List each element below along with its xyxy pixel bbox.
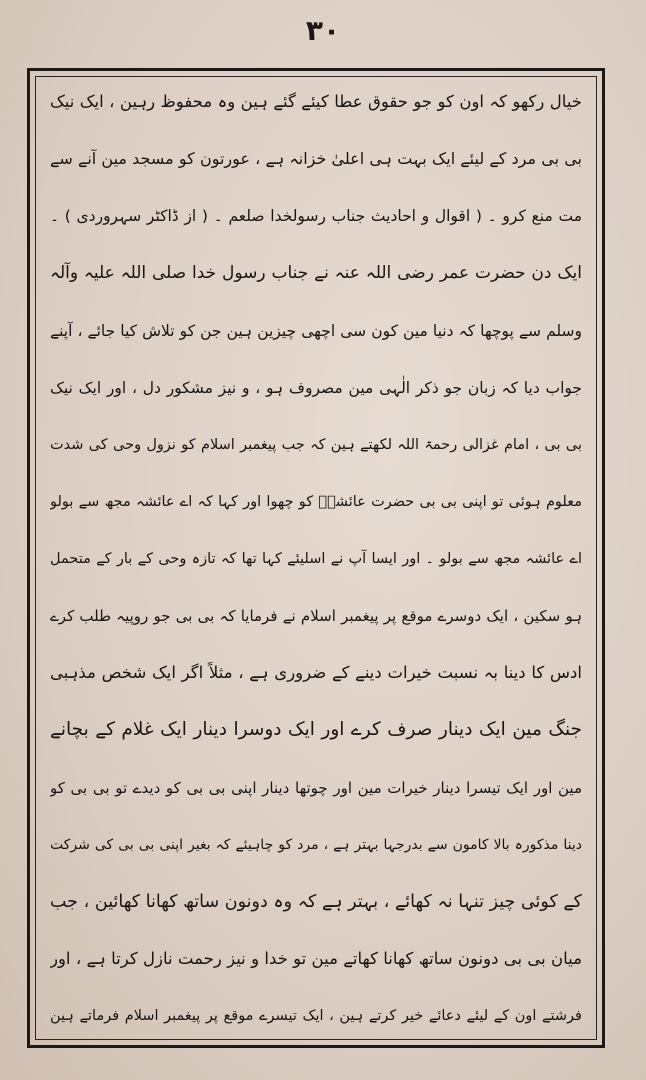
page-border	[27, 68, 605, 1048]
text-line: فرشتے اون کے لیئے دعائے خیر کرتے ہین ، ایک تیسرے موقع پر پیغمبر اسلام فرماتے ہین	[50, 1008, 582, 1024]
text-line: بی بی ، امام غزالی رحمۃ اللہ لکھتے ہین کہ جب پیغمبر اسلام کو نزول وحی کی شدت	[50, 436, 582, 453]
text-line: ادس کا دینا بہ نسبت خیرات دینے کے ضروری ہے ، مثلاً اگر ایک شخص مذہبی	[50, 663, 582, 683]
text-line: جنگ مین ایک دینار صرف کرے اور ایک دوسرا دینار ایک غلام کے بچانے	[50, 719, 582, 741]
text-line: بی بی مرد کے لیئے ایک بہت ہی اعلیٰ خزانہ ہے ، عورتون کو مسجد مین آنے سے	[50, 149, 582, 169]
text-line: مین اور ایک تیسرا دینار خیرات مین اور چوتھا دینار اپنی بی بی کو دیدے تو بی بی کو	[50, 778, 582, 797]
page-number: ۳۰	[305, 14, 341, 47]
page-border-inner	[35, 76, 597, 1040]
text-line: کے کوئی چیز تنہا نہ کھائے ، بہتر ہے کہ وہ دونون ساتھ کھانا کھائین ، جب	[50, 891, 582, 912]
text-line: ایک دن حضرت عمر رضی اللہ عنہ نے جناب رسول خدا صلی اللہ علیہ وآلہ	[50, 263, 582, 284]
text-line: ہو سکین ، ایک دوسرے موقع پر پیغمبر اسلام نے فرمایا کہ بی بی جو روپیہ طلب کرے	[50, 607, 582, 626]
text-line: معلوم ہوئی تو اپنی بی بی حضرت عائشہؓ کو چھوا اور کہا کہ اے عائشہ مجھ سے بولو	[50, 493, 582, 510]
text-body	[50, 87, 582, 1031]
text-line: دینا مذکورہ بالا کامون سے بدرجہا بہتر ہے ، مرد کو چاہیئے کہ بغیر اپنی بی بی کی شرکت	[50, 836, 582, 853]
text-line: اے عائشہ مجھ سے بولو ۔ اور ایسا آپ نے اسلیئے کہا تھا کہ تازہ وحی کے بار کے متحمل	[50, 551, 582, 567]
text-line: وسلم سے پوچھا کہ دنیا مین کون سی اچھی چیزین ہین جن کو تلاش کیا جائے ، آپنے	[50, 321, 582, 340]
text-line: مت منع کرو ۔ ( اقوال و احادیث جناب رسولخدا صلعم ۔ ( از ڈاکٹر سہروردی ) ۔	[50, 207, 582, 226]
text-line: خیال رکھو کہ اون کو جو حقوق عطا کیئے گئے ہین وہ محفوظ رہین ، ایک نیک	[50, 92, 582, 111]
text-line: میان بی بی دونون ساتھ کھانا کھاتے مین تو خدا و نیز رحمت نازل کرتا ہے ، اور	[50, 948, 582, 968]
text-line: جواب دیا کہ زبان جو ذکر الٰہی مین مصروف ہو ، و نیز مشکور دل ، اور ایک نیک	[50, 378, 582, 397]
